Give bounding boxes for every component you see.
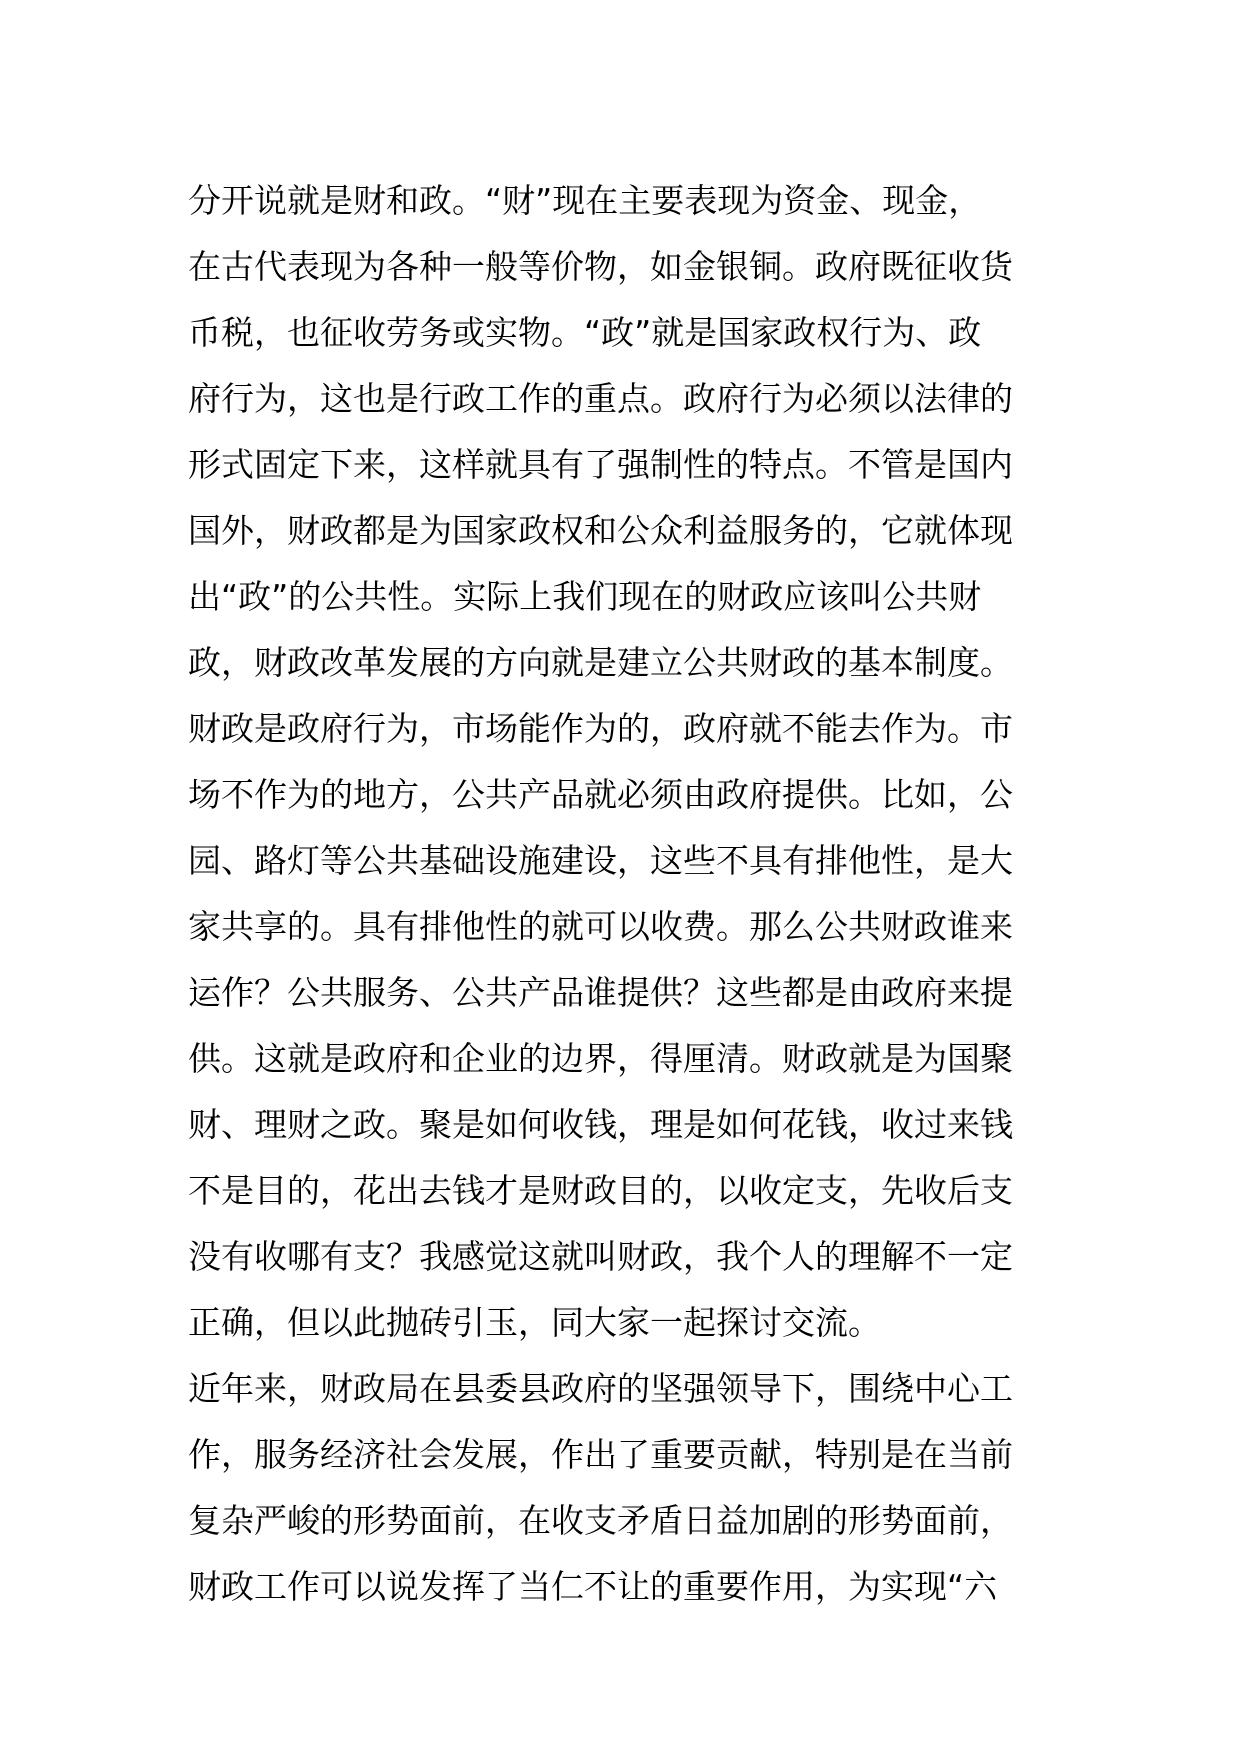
text-line: 分开说就是财和政。“财”现在主要表现为资金、现金， <box>188 181 982 220</box>
text-line: 家共享的。具有排他性的就可以收费。那么公共财政谁来 <box>188 907 1013 946</box>
text-line: 出“政”的公共性。实际上我们现在的财政应该叫公共财 <box>188 577 982 616</box>
text-line: 在古代表现为各种一般等价物，如金银铜。政府既征收货 <box>188 247 1013 286</box>
text-line: 场不作为的地方，公共产品就必须由政府提供。比如，公 <box>188 775 1013 814</box>
text-line: 财政是政府行为，市场能作为的，政府就不能去作为。市 <box>188 709 1013 748</box>
text-line: 园、路灯等公共基础设施建设，这些不具有排他性，是大 <box>188 841 1013 880</box>
text-line: 国外，财政都是为国家政权和公众利益服务的，它就体现 <box>188 511 1013 550</box>
text-line: 供。这就是政府和企业的边界，得厘清。财政就是为国聚 <box>188 1039 1013 1078</box>
text-line: 财政工作可以说发挥了当仁不让的重要作用，为实现“六 <box>188 1567 998 1606</box>
text-line: 作，服务经济社会发展，作出了重要贡献，特别是在当前 <box>188 1435 1013 1474</box>
text-line: 正确，但以此抛砖引玉，同大家一起探讨交流。 <box>188 1303 881 1342</box>
text-line: 府行为，这也是行政工作的重点。政府行为必须以法律的 <box>188 379 1013 418</box>
text-line: 运作？公共服务、公共产品谁提供？这些都是由政府来提 <box>188 973 1013 1012</box>
text-line: 近年来，财政局在县委县政府的坚强领导下，围绕中心工 <box>188 1369 1013 1408</box>
text-line: 不是目的，花出去钱才是财政目的，以收定支，先收后支 <box>188 1171 1013 1210</box>
body-text <box>188 168 1056 1620</box>
text-line: 复杂严峻的形势面前，在收支矛盾日益加剧的形势面前， <box>188 1501 1013 1540</box>
text-line: 形式固定下来，这样就具有了强制性的特点。不管是国内 <box>188 445 1013 484</box>
text-line: 财、理财之政。聚是如何收钱，理是如何花钱，收过来钱 <box>188 1105 1013 1144</box>
text-line: 没有收哪有支？我感觉这就叫财政，我个人的理解不一定 <box>188 1237 1013 1276</box>
text-line: 币税，也征收劳务或实物。“政”就是国家政权行为、政 <box>188 313 982 352</box>
text-line: 政，财政改革发展的方向就是建立公共财政的基本制度。 <box>188 643 1013 682</box>
